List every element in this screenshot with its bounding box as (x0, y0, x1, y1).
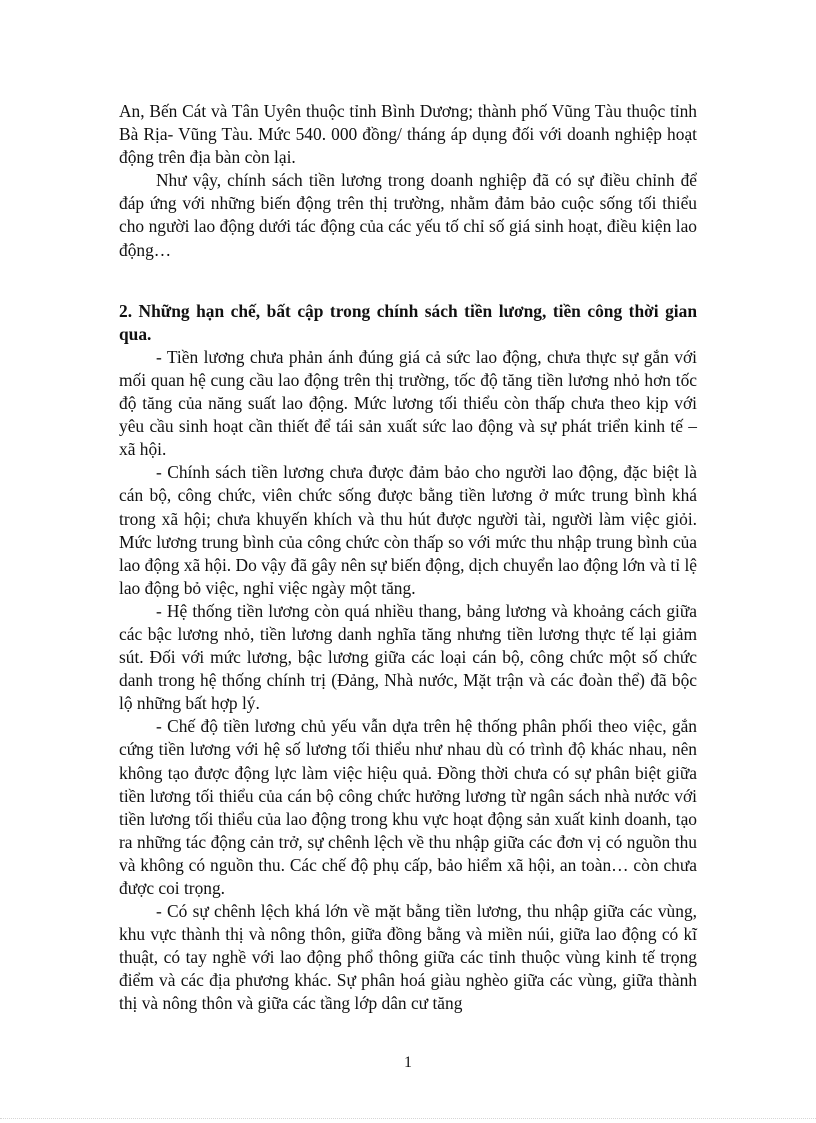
section-paragraph-2: - Chính sách tiền lương chưa được đảm bảo cho người lao động, đặc biệt là cán bộ, công chức, viên chức sống được bằng tiền lương ở mức trung bình khá trong xã hội; chưa khuyến khích và thu hút được người tài, người làm việc giỏi. Mức lương trung bình của công chức còn thấp so với mức thu nhập trung bình của lao động xã hội. Do vậy đã gây nên sự biến động, dịch chuyển lao động lớn và tỉ lệ lao động bỏ việc, nghỉ việc ngày một tăng. (119, 462, 697, 598)
section-paragraph-1: - Tiền lương chưa phản ánh đúng giá cả sức lao động, chưa thực sự gắn với mối quan hệ cung cầu lao động trên thị trường, tốc độ tăng tiền lương nhỏ hơn tốc độ tăng của năng suất lao động. Mức lương tối thiểu còn thấp chưa theo kịp với yêu cầu sinh hoạt cần thiết để tái sản xuất sức lao động và sự phát triển kinh tế – xã hội. (119, 346, 697, 460)
opening-paragraph-1: An, Bến Cát và Tân Uyên thuộc tỉnh Bình Dương; thành phố Vũng Tàu thuộc tỉnh Bà Rịa- Vũng Tàu. Mức 540. 000 đồng/ tháng áp dụng đối với doanh nghiệp hoạt động trên địa bàn còn lại. (119, 101, 697, 168)
section-paragraph-3: - Hệ thống tiền lương còn quá nhiều thang, bảng lương và khoảng cách giữa các bậc lương nhỏ, tiền lương danh nghĩa tăng nhưng tiền lương thực tế lại giảm sút. Đối với mức lương, bậc lương giữa các loại cán bộ, công chức một số chức danh trong hệ thống chính trị (Đảng, Nhà nước, Mặt trận và các đoàn thể) đã bộc lộ những bất hợp lý. (119, 600, 697, 714)
page-number: 1 (404, 1054, 412, 1071)
section-heading: 2. Những hạn chế, bất cập trong chính sách tiền lương, tiền công thời gian qua. (119, 300, 697, 344)
document-body (119, 100, 697, 1016)
section-paragraph-4: - Chế độ tiền lương chủ yếu vẫn dựa trên hệ thống phân phối theo việc, gắn cứng tiền lương với hệ số lương tối thiểu như nhau dù có trình độ khác nhau, nên không tạo được động lực làm việc hiệu quả. Đồng thời chưa có sự phân biệt giữa tiền lương tối thiểu của cán bộ công chức hưởng lương từ ngân sách nhà nước với tiền lương tối thiểu của lao động trong khu vực hoạt động sản xuất kinh doanh, tạo ra những tác động cản trở, sự chênh lệch về thu nhập giữa các đơn vị có nguồn thu và không có nguồn thu. Các chế độ phụ cấp, bảo hiểm xã hội, an toàn… còn chưa được coi trọng. (119, 716, 697, 898)
section-paragraph-5: - Có sự chênh lệch khá lớn về mặt bằng tiền lương, thu nhập giữa các vùng, khu vực thành thị và nông thôn, giữa đồng bằng và miền núi, giữa lao động có kĩ thuật, có tay nghề với lao động phổ thông giữa các tỉnh thuộc vùng kinh tế trọng điểm và các địa phương khác. Sự phân hoá giàu nghèo giữa các vùng, giữa thành thị và nông thôn và giữa các tầng lớp dân cư tăng (119, 901, 697, 1014)
opening-paragraph-2: Như vậy, chính sách tiền lương trong doanh nghiệp đã có sự điều chỉnh để đáp ứng với những biến động trên thị trường, nhằm đảm bảo cuộc sống tối thiểu cho người lao động dưới tác động của các yếu tố chỉ số giá sinh hoạt, điều kiện lao động… (119, 170, 697, 260)
page-bottom-divider (0, 1118, 816, 1119)
